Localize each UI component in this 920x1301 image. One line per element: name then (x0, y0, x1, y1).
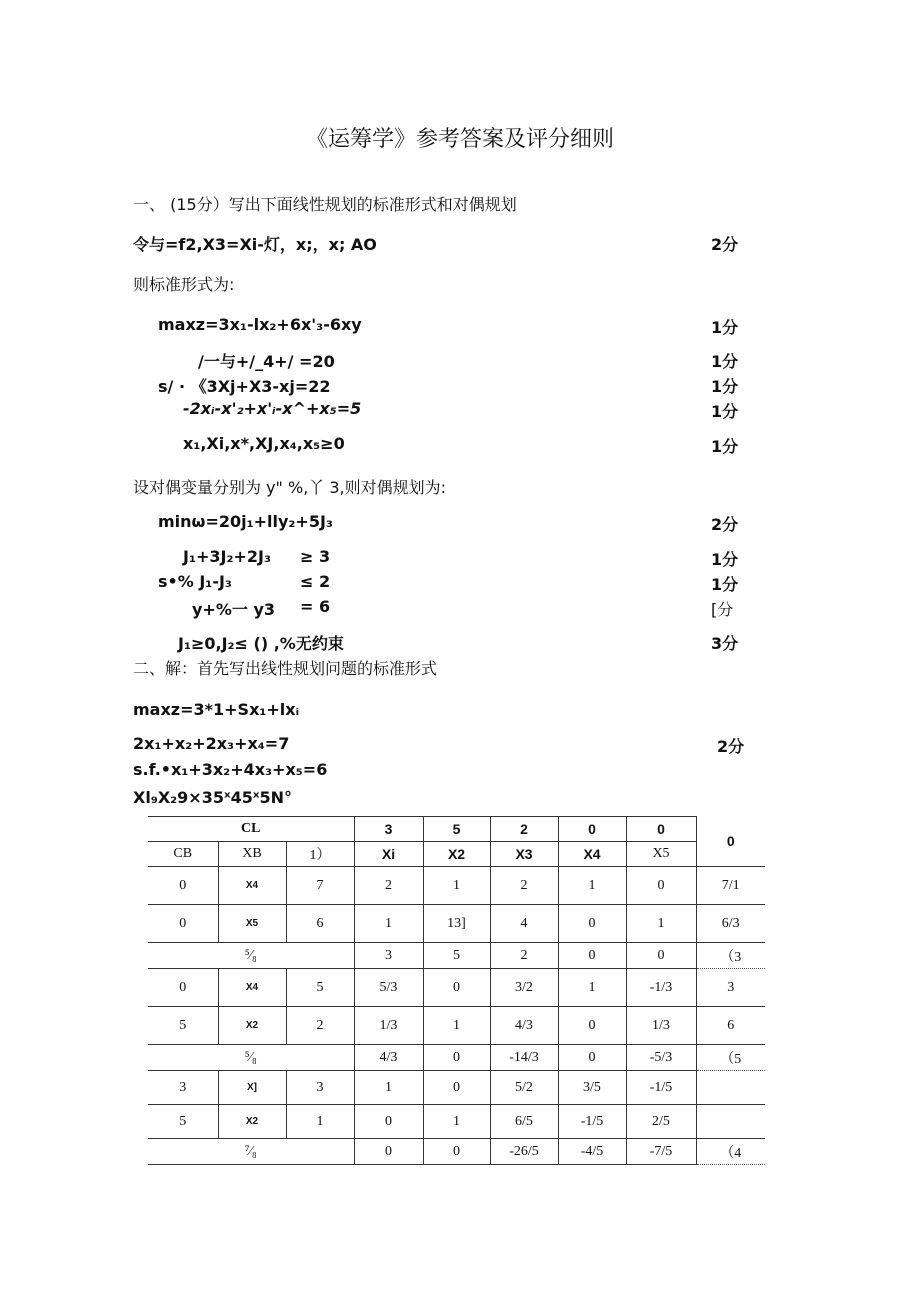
simplex-table (148, 816, 765, 1165)
table-cell: 4/3 (490, 1007, 558, 1045)
sigma-value: 0 (558, 943, 626, 969)
table-cell: 0 (148, 905, 218, 943)
q2-objective: maxz=3*1+Sx₁+lxᵢ (133, 700, 300, 719)
sigma-value: 0 (423, 1045, 490, 1071)
std-constraint: /一与+/_4+/ =20 (198, 352, 335, 371)
table-row (148, 1105, 765, 1139)
table-cell: 0 (626, 867, 696, 905)
sigma-label: ⁵⁄₈ (148, 943, 354, 969)
table-cell: 5 (148, 1105, 218, 1139)
q1-heading: 一、 (15分）写出下面线性规划的标准形式和对偶规划 (133, 195, 517, 214)
table-cell: 1 (626, 905, 696, 943)
table-row (148, 1007, 765, 1045)
table-cell: 0 (148, 867, 218, 905)
sigma-value: -26/5 (490, 1139, 558, 1165)
table-cell: 2 (490, 867, 558, 905)
table-cell: 0 (558, 1007, 626, 1045)
table-cell (696, 1071, 765, 1105)
table-cell: 3 (286, 1071, 354, 1105)
table-cell: -1/5 (626, 1071, 696, 1105)
sigma-value: 0 (423, 1139, 490, 1165)
header-x1: Xi (354, 842, 423, 867)
std-constraint: s/ · 《3Xj+X3-xj=22 (158, 377, 331, 396)
dual-relation: = 6 (300, 597, 331, 616)
table-row (148, 905, 765, 943)
sigma-extra: （4 (696, 1139, 765, 1165)
basis-var-cell: X4 (218, 867, 286, 905)
table-cell: 0 (423, 969, 490, 1007)
table-cell: 3 (696, 969, 765, 1007)
table-cell: 6 (286, 905, 354, 943)
score: 1分 (711, 437, 739, 456)
table-cell: 1/3 (626, 1007, 696, 1045)
table-cell: 5/2 (490, 1071, 558, 1105)
table-cell: 1 (558, 969, 626, 1007)
table-cell: 1 (286, 1105, 354, 1139)
table-cell: 6/3 (696, 905, 765, 943)
sigma-value: -7/5 (626, 1139, 696, 1165)
dual-relation: ≥ 3 (300, 547, 331, 566)
sigma-extra: （3 (696, 943, 765, 969)
table-row (148, 1071, 765, 1105)
table-cell: 6/5 (490, 1105, 558, 1139)
sigma-value: 4/3 (354, 1045, 423, 1071)
header-b: 1） (286, 842, 354, 867)
dual-label: 设对偶变量分别为 y" %,丫 3,则对偶规划为: (133, 478, 447, 497)
basis-var-cell: X] (218, 1071, 286, 1105)
sigma-value: -4/5 (558, 1139, 626, 1165)
table-cell: 1 (423, 1007, 490, 1045)
sigma-value: -14/3 (490, 1045, 558, 1071)
header-x5: X5 (626, 842, 696, 867)
table-cell: 1/3 (354, 1007, 423, 1045)
sigma-value: 3 (354, 943, 423, 969)
basis-var-cell: X5 (218, 905, 286, 943)
std-objective: maxz=3x₁-lx₂+6x'₃-6xy (158, 315, 362, 334)
sigma-row (148, 1139, 765, 1165)
table-row (148, 867, 765, 905)
table-cell: 3/2 (490, 969, 558, 1007)
score: 1分 (711, 402, 739, 421)
table-cell: 7 (286, 867, 354, 905)
table-cell: 7/1 (696, 867, 765, 905)
score: 1分 (711, 377, 739, 396)
sigma-row (148, 943, 765, 969)
dual-relation: ≤ 2 (300, 572, 331, 591)
dual-sign: J₁≥0,J₂≤ () ,%无约束 (178, 634, 344, 653)
table-cell: 1 (423, 1105, 490, 1139)
table-cell: 0 (423, 1071, 490, 1105)
cj-value: 2 (490, 817, 558, 842)
theta-header: 0 (696, 817, 765, 867)
sigma-value: 0 (558, 1045, 626, 1071)
q2-nonneg: Xl₉X₂9×35ˣ45ˣ5N° (133, 788, 292, 807)
sigma-value: 2 (490, 943, 558, 969)
table-cell: 5 (148, 1007, 218, 1045)
cj-value: 5 (423, 817, 490, 842)
q2-heading: 二、解：首先写出线性规划问题的标准形式 (133, 659, 438, 678)
sigma-value: 0 (354, 1139, 423, 1165)
sigma-value: 0 (626, 943, 696, 969)
table-cell: 3/5 (558, 1071, 626, 1105)
score: 2分 (717, 737, 745, 756)
score: 3分 (711, 634, 739, 653)
sigma-extra: （5 (696, 1045, 765, 1071)
header-x4: X4 (558, 842, 626, 867)
table-cell: 1 (354, 1071, 423, 1105)
table-cell: 0 (148, 969, 218, 1007)
table-cell: 1 (423, 867, 490, 905)
dual-constraint: s•% J₁-J₃ (158, 572, 232, 591)
std-label: 则标准形式为: (133, 275, 235, 294)
table-cell: 3 (148, 1071, 218, 1105)
cj-value: 3 (354, 817, 423, 842)
score: 1分 (711, 550, 739, 569)
table-cell: 6 (696, 1007, 765, 1045)
q2-constraint: 2x₁+x₂+2x₃+x₄=7 (133, 734, 290, 753)
cj-value: 0 (558, 817, 626, 842)
basis-var-cell: X2 (218, 1105, 286, 1139)
table-cell: -1/3 (626, 969, 696, 1007)
score: 1分 (711, 575, 739, 594)
table-cell: 13] (423, 905, 490, 943)
header-xb: XB (218, 842, 286, 867)
sigma-label: ⁵⁄₈ (148, 1045, 354, 1071)
score: 1分 (711, 318, 739, 337)
table-cell: 0 (354, 1105, 423, 1139)
table-cell: 2 (286, 1007, 354, 1045)
sigma-row (148, 1045, 765, 1071)
score: 2分 (711, 515, 739, 534)
basis-var-cell: X4 (218, 969, 286, 1007)
table-cell: 1 (354, 905, 423, 943)
header-x3: X3 (490, 842, 558, 867)
sigma-value: -5/3 (626, 1045, 696, 1071)
std-constraint: -2xᵢ-x'₂+x'ᵢ-x^+x₅=5 (183, 399, 362, 418)
table-cell: -1/5 (558, 1105, 626, 1139)
score: 2分 (711, 235, 739, 254)
table-cell (696, 1105, 765, 1139)
header-x2: X2 (423, 842, 490, 867)
header-cb: CB (148, 842, 218, 867)
cj-label: CL (148, 817, 354, 842)
table-cell: 1 (558, 867, 626, 905)
score: 1分 (711, 352, 739, 371)
cj-value: 0 (626, 817, 696, 842)
sigma-value: 5 (423, 943, 490, 969)
dual-constraint: J₁+3J₂+2J₃ (183, 547, 271, 566)
let-line: 令与=f2,X3=Xi-灯，x;，x; AO (133, 235, 377, 254)
dual-objective: minω=20j₁+lly₂+5J₃ (158, 512, 333, 531)
std-nonneg: x₁,Xi,x*,XJ,x₄,x₅≥0 (183, 434, 345, 453)
table-cell: 5/3 (354, 969, 423, 1007)
table-cell: 5 (286, 969, 354, 1007)
dual-constraint: y+%一 y3 (192, 600, 276, 619)
table-row (148, 969, 765, 1007)
table-cell: 4 (490, 905, 558, 943)
table-cell: 0 (558, 905, 626, 943)
table-cell: 2 (354, 867, 423, 905)
sigma-label: ⁷⁄₈ (148, 1139, 354, 1165)
table-cell: 2/5 (626, 1105, 696, 1139)
q2-constraint: s.f.•x₁+3x₂+4x₃+x₅=6 (133, 760, 328, 779)
basis-var-cell: X2 (218, 1007, 286, 1045)
score: [分 (711, 600, 734, 619)
page-title: 《运筹学》参考答案及评分细则 (305, 127, 614, 152)
